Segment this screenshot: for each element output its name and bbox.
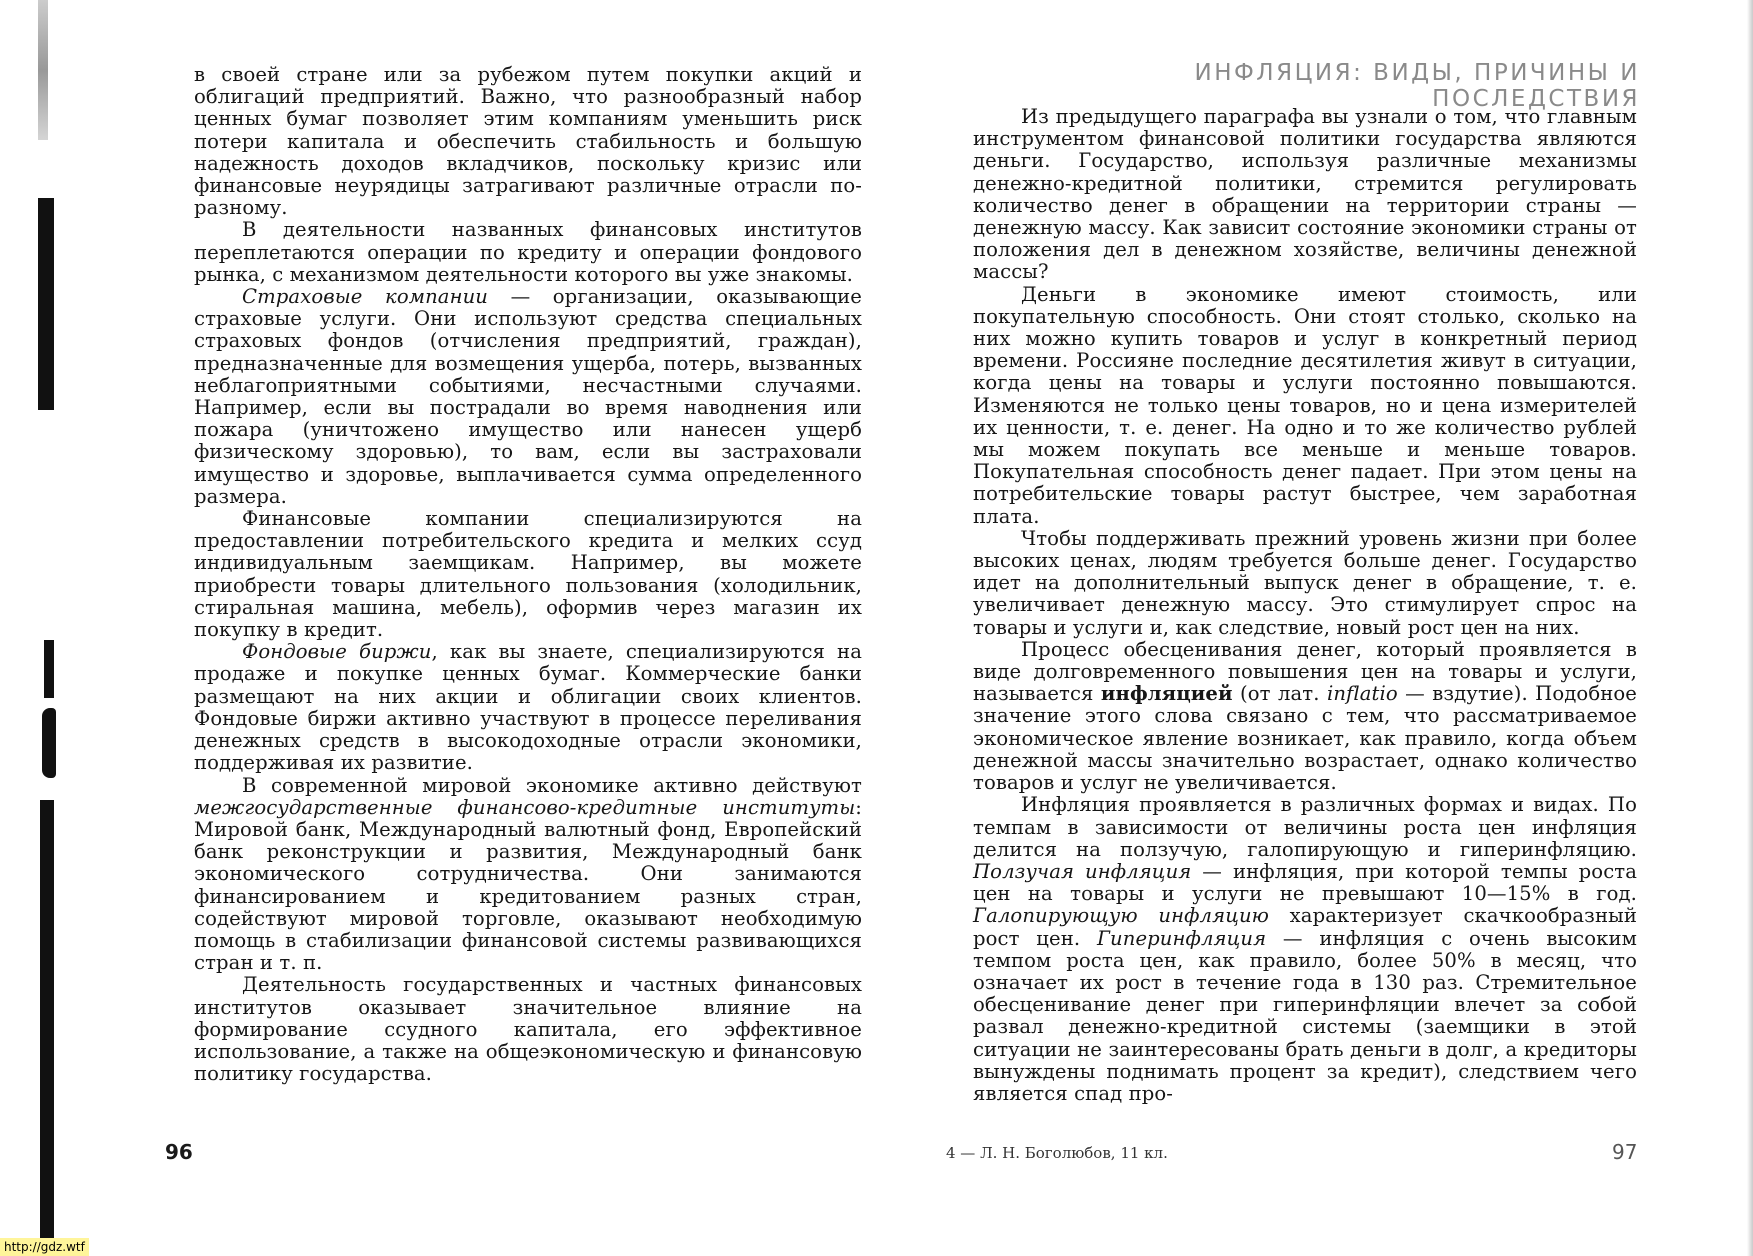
section-heading: ИНФЛЯЦИЯ: ВИДЫ, ПРИЧИНЫ И ПОСЛЕДСТВИЯ <box>1194 60 1640 112</box>
right-text-column <box>973 106 1637 1105</box>
bold-term: инфляцией <box>1100 682 1233 706</box>
left-text-column <box>194 64 862 1085</box>
text-run: — инфляция с очень высоким темпом роста цен, как правило, более 50% в месяц, что означает их рост в течение года в 130 раз. Стремительное обесценивание денег при гиперинфляции влечет за собой развал денежно-кредитной системы (заемщики в этой ситуации не заинтересованы брать деньги в долг, а кредиторы вынуждены поднимать процент за кредит), следствием чего является спад про- <box>973 926 1637 1105</box>
text-run: характеризует скачкообразный рост цен. <box>973 904 1637 950</box>
text-run: Инфляция проявляется в различных формах и видах. По темпам в зависимости от величины роста цен инфляция делится на ползучую, галопирующую и гиперинфляцию. <box>973 793 1637 861</box>
italic-term: Ползучая инфляция <box>973 859 1192 883</box>
text-run: Финансовые компании специализируются на предоставлении потребительского кредита и мелких ссуд индивидуальным заемщикам. Например, вы можете приобрести товары длительного пользования (холодильник, стиральная машина, мебель), оформив через магазин их покупку в кредит. <box>194 507 862 642</box>
text-run: Из предыдущего параграфа вы узнали о том, что главным инструментом финансовой политики государства являются деньги. Государство, используя различные механизмы денежно-кредитной политики, стремится регулировать количество денег в обращении на территории страны — денежную массу. Как зависит состояние экономики страны от положения дел в денежном хозяйстве, величины денежной массы? <box>973 105 1637 284</box>
text-run: (от лат. <box>1232 682 1327 706</box>
italic-term: Галопирующую инфляцию <box>973 904 1270 928</box>
paragraph <box>973 528 1637 639</box>
text-run: — вздутие). Подобное значение этого слова связано с тем, что рассматриваемое экономическое явление возникает, как правило, когда объем денежной массы значительно возрастает, однако количество товаров и услуг не увеличивается. <box>973 682 1637 795</box>
left-page-number: 96 <box>165 1140 193 1164</box>
right-page-number: 97 <box>1612 1140 1638 1164</box>
text-run: Деньги в экономике имеют стоимость, или покупательную способность. Они стоят столько, сколько на них можно купить товаров и услуг в конкретный период времени. Россияне последние десятилетия живут в ситуации, когда цены на товары и услуги постоянно повышаются. Изменяются не только цены товаров, но и цена измерителей их ценности, т. е. денег. На одно и то же количество рублей мы можем покупать все меньше и меньше товаров. Покупательная способность денег падает. При этом цены на потребительские товары растут быстрее, чем заработная плата. <box>973 282 1637 528</box>
text-run: в своей стране или за рубежом путем покупки акций и облигаций предприятий. Важно, что разнообразный набор ценных бумаг позволяет этим компаниям уменьшить риск потери капитала и обеспечить стабильность и большую надежность доходов вкладчиков, поскольку кризис или финансовые неурядицы затрагивают различные отрасли по-разному. <box>194 63 862 220</box>
paragraph <box>973 639 1637 794</box>
left-page <box>0 0 876 1256</box>
paragraph <box>194 641 862 774</box>
signature-note: 4 — Л. Н. Боголюбов, 11 кл. <box>946 1144 1168 1162</box>
text-run: В деятельности названных финансовых институтов переплетаются операции по кредиту и операции фондового рынка, с механизмом деятельности которого вы уже знакомы. <box>194 218 862 286</box>
paragraph <box>973 284 1637 528</box>
text-run: Деятельность государственных и частных финансовых институтов оказывает значительное влияние на формирование ссудного капитала, его эффективное использование, а также на общеэкономическую и финансовую политику государства. <box>194 973 862 1086</box>
text-run: , как вы знаете, специализируются на продаже и покупке ценных бумаг. Коммерческие банки размещают на них акции и облигации своих клиентов. Фондовые биржи активно участвуют в процессе переливания денежных средств в высокодоходные отрасли экономики, поддерживая их развитие. <box>194 640 862 775</box>
text-run: В современной мировой экономике активно действуют <box>242 773 862 797</box>
text-run: — организации, оказывающие страховые услуги. Они используют средства специальных страховых фондов (отчисления предприятий, граждан), предназначенные для возмещения ущерба, потерь, вызванных неблагоприятными событиями, несчастными случаями. Например, если вы пострадали во время наводнения или пожара (уничтожено имущество или нанесен ущерб физическому здоровью), то вам, если вы застраховали имущество и здоровье, выплачивается сумма определенного размера. <box>194 285 862 508</box>
watermark-link[interactable]: http://gdz.wtf <box>0 1238 89 1256</box>
text-run: Чтобы поддерживать прежний уровень жизни при более высоких ценах, людям требуется больше денег. Государство идет на дополнительный выпуск денег в обращение, т. е. увеличивает денежную массу. Это стимулирует спрос на товары и услуги и, как следствие, новый рост цен на них. <box>973 526 1637 639</box>
paragraph <box>194 775 862 975</box>
italic-term: межгосударственные финансово-кредитные институты <box>194 795 856 819</box>
text-run: Процесс обесценивания денег, который проявляется в виде долговременного повышения цен на товары и услуги, называется <box>973 637 1637 706</box>
italic-term: Фондовые биржи <box>242 640 432 664</box>
italic-term: Гиперинфляция <box>1096 926 1267 950</box>
paragraph <box>194 219 862 286</box>
italic-term: Страховые компании <box>242 285 489 309</box>
paragraph <box>194 974 862 1085</box>
paragraph <box>194 64 862 219</box>
italic-term: inflatio <box>1326 682 1398 706</box>
paragraph <box>973 106 1637 284</box>
paragraph <box>194 508 862 641</box>
text-run: : Мировой банк, Международный валютный фонд, Европейский банк реконструкции и развития, Международный банк экономического сотрудничества. Они занимаются финансированием и кредитованием разных стран, содействуют мировой торговле, оказывают необходимую помощь в стабилизации финансовой системы развивающихся стран и т. п. <box>194 795 862 975</box>
right-page <box>876 0 1753 1256</box>
paragraph <box>194 286 862 508</box>
paragraph <box>973 794 1637 1105</box>
text-run: — инфляция, при которой темпы роста цен на товары и услуги не превышают 10—15% в год. <box>973 859 1637 906</box>
